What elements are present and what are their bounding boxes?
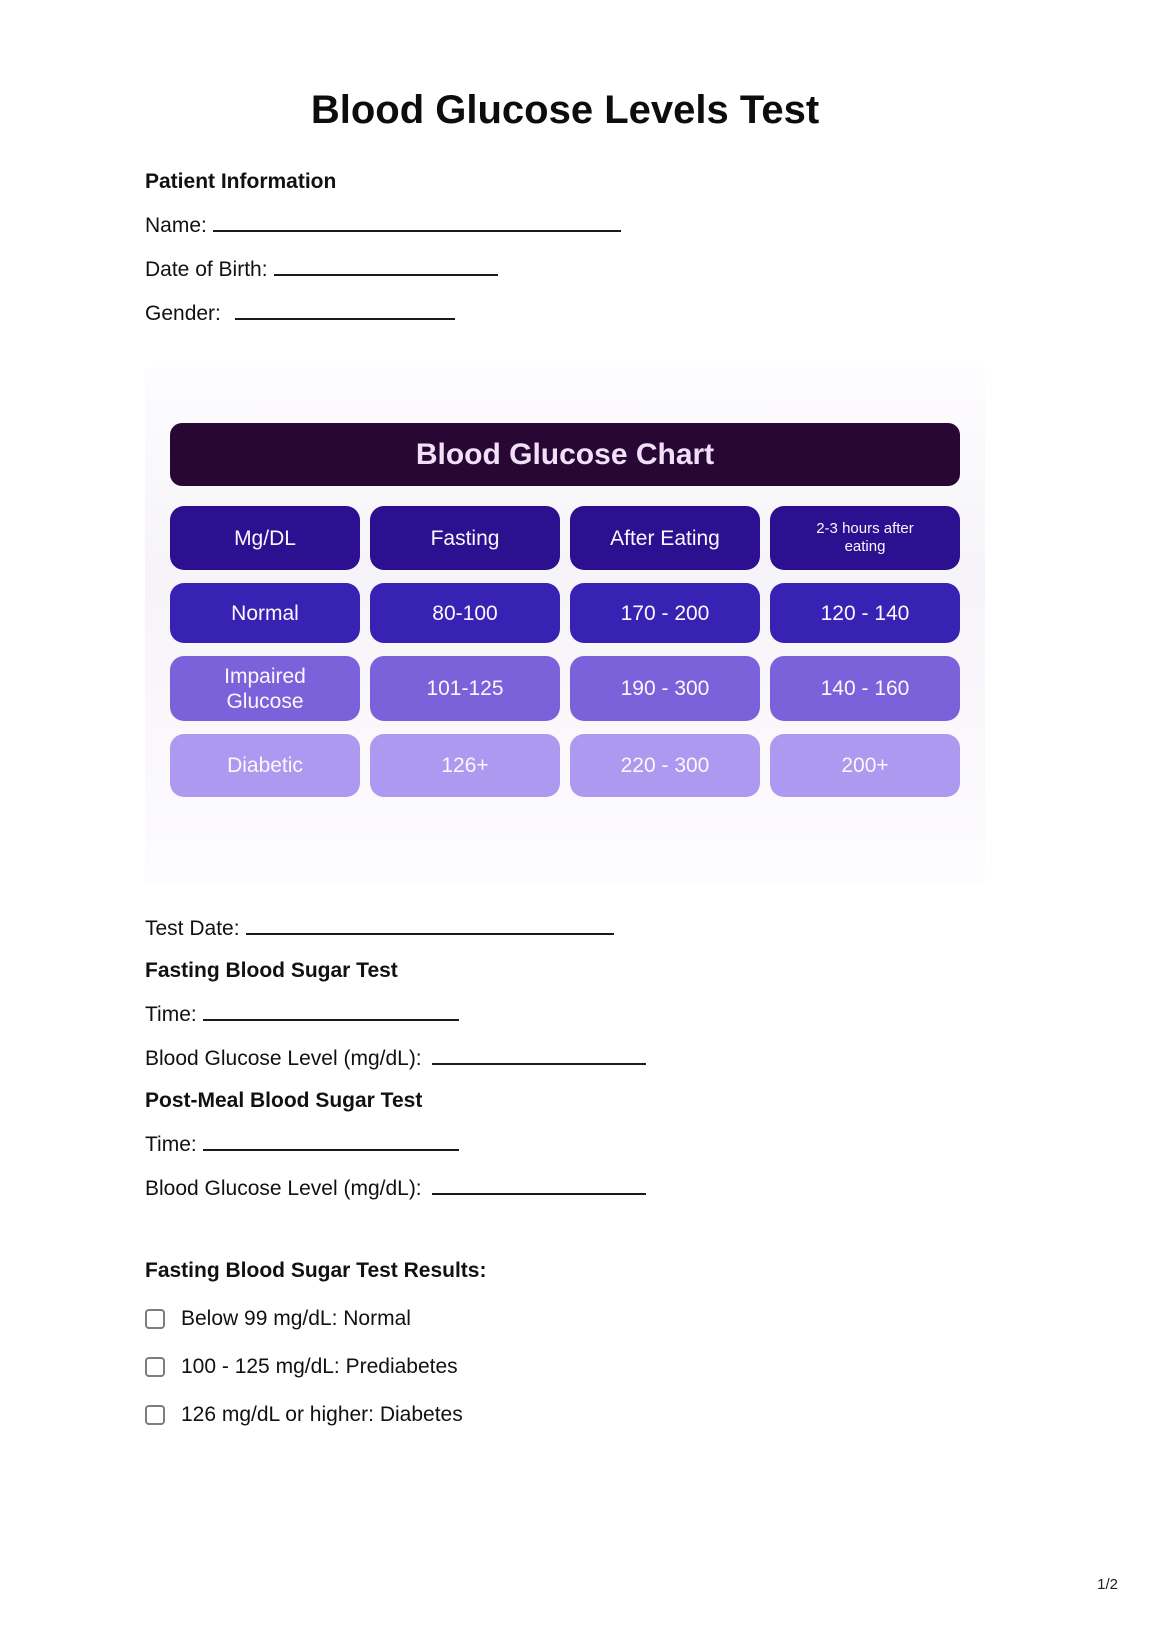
post-meal-glucose-row (145, 1174, 985, 1202)
post-meal-time-input-line[interactable] (203, 1130, 459, 1151)
post-meal-time-row (145, 1130, 985, 1158)
chart-table (170, 506, 960, 797)
fasting-time-input-line[interactable] (203, 1000, 459, 1021)
fasting-test-heading: Fasting Blood Sugar Test (145, 959, 398, 982)
page-number: 1/2 (1097, 1576, 1118, 1593)
patient-information-heading: Patient Information (145, 170, 337, 193)
post-meal-glucose-input-line[interactable] (432, 1174, 646, 1195)
chart-cell: 101-125 (370, 656, 560, 721)
chart-cell: Impaired Glucose (170, 656, 360, 721)
document-page (145, 0, 985, 1428)
gender-label: Gender: (145, 302, 221, 325)
chart-cell: 190 - 300 (570, 656, 760, 721)
fasting-glucose-row (145, 1044, 985, 1072)
checkbox-normal[interactable] (145, 1309, 165, 1329)
chart-header-cell: After Eating (570, 506, 760, 570)
test-date-input-line[interactable] (246, 914, 614, 935)
chart-cell: 200+ (770, 734, 960, 797)
chart-cell: 80-100 (370, 583, 560, 643)
chart-cell: 140 - 160 (770, 656, 960, 721)
chart-cell: 220 - 300 (570, 734, 760, 797)
checkbox-diabetes[interactable] (145, 1405, 165, 1425)
gender-row (145, 299, 985, 327)
name-input-line[interactable] (213, 211, 621, 232)
blood-glucose-chart (145, 367, 985, 884)
result-option-prediabetes (145, 1354, 985, 1380)
chart-header-cell: 2-3 hours after eating (770, 506, 960, 570)
chart-cell: 120 - 140 (770, 583, 960, 643)
fasting-glucose-label: Blood Glucose Level (mg/dL): (145, 1047, 422, 1070)
dob-input-line[interactable] (274, 255, 498, 276)
fasting-time-label: Time: (145, 1003, 197, 1026)
chart-header-cell: Fasting (370, 506, 560, 570)
chart-cell: 170 - 200 (570, 583, 760, 643)
chart-title-bar (170, 423, 960, 486)
name-row (145, 211, 985, 239)
result-option-label: 126 mg/dL or higher: Diabetes (181, 1403, 463, 1426)
chart-header-cell: Mg/DL (170, 506, 360, 570)
chart-title: Blood Glucose Chart (415, 437, 715, 471)
result-option-label: 100 - 125 mg/dL: Prediabetes (181, 1355, 458, 1378)
fasting-glucose-input-line[interactable] (432, 1044, 646, 1065)
post-meal-glucose-label: Blood Glucose Level (mg/dL): (145, 1177, 422, 1200)
chart-cell: Diabetic (170, 734, 360, 797)
chart-cell: Normal (170, 583, 360, 643)
chart-cell: 126+ (370, 734, 560, 797)
dob-label: Date of Birth: (145, 258, 268, 281)
test-date-row (145, 914, 985, 942)
post-meal-test-heading: Post-Meal Blood Sugar Test (145, 1089, 423, 1112)
result-option-label: Below 99 mg/dL: Normal (181, 1307, 411, 1330)
dob-row (145, 255, 985, 283)
result-option-diabetes (145, 1402, 985, 1428)
page-title: Blood Glucose Levels Test (310, 88, 820, 132)
test-date-label: Test Date: (145, 917, 240, 940)
post-meal-time-label: Time: (145, 1133, 197, 1156)
results-heading: Fasting Blood Sugar Test Results: (145, 1259, 487, 1282)
gender-input-line[interactable] (235, 299, 455, 320)
result-option-normal (145, 1306, 985, 1332)
name-label: Name: (145, 214, 207, 237)
fasting-time-row (145, 1000, 985, 1028)
checkbox-prediabetes[interactable] (145, 1357, 165, 1377)
